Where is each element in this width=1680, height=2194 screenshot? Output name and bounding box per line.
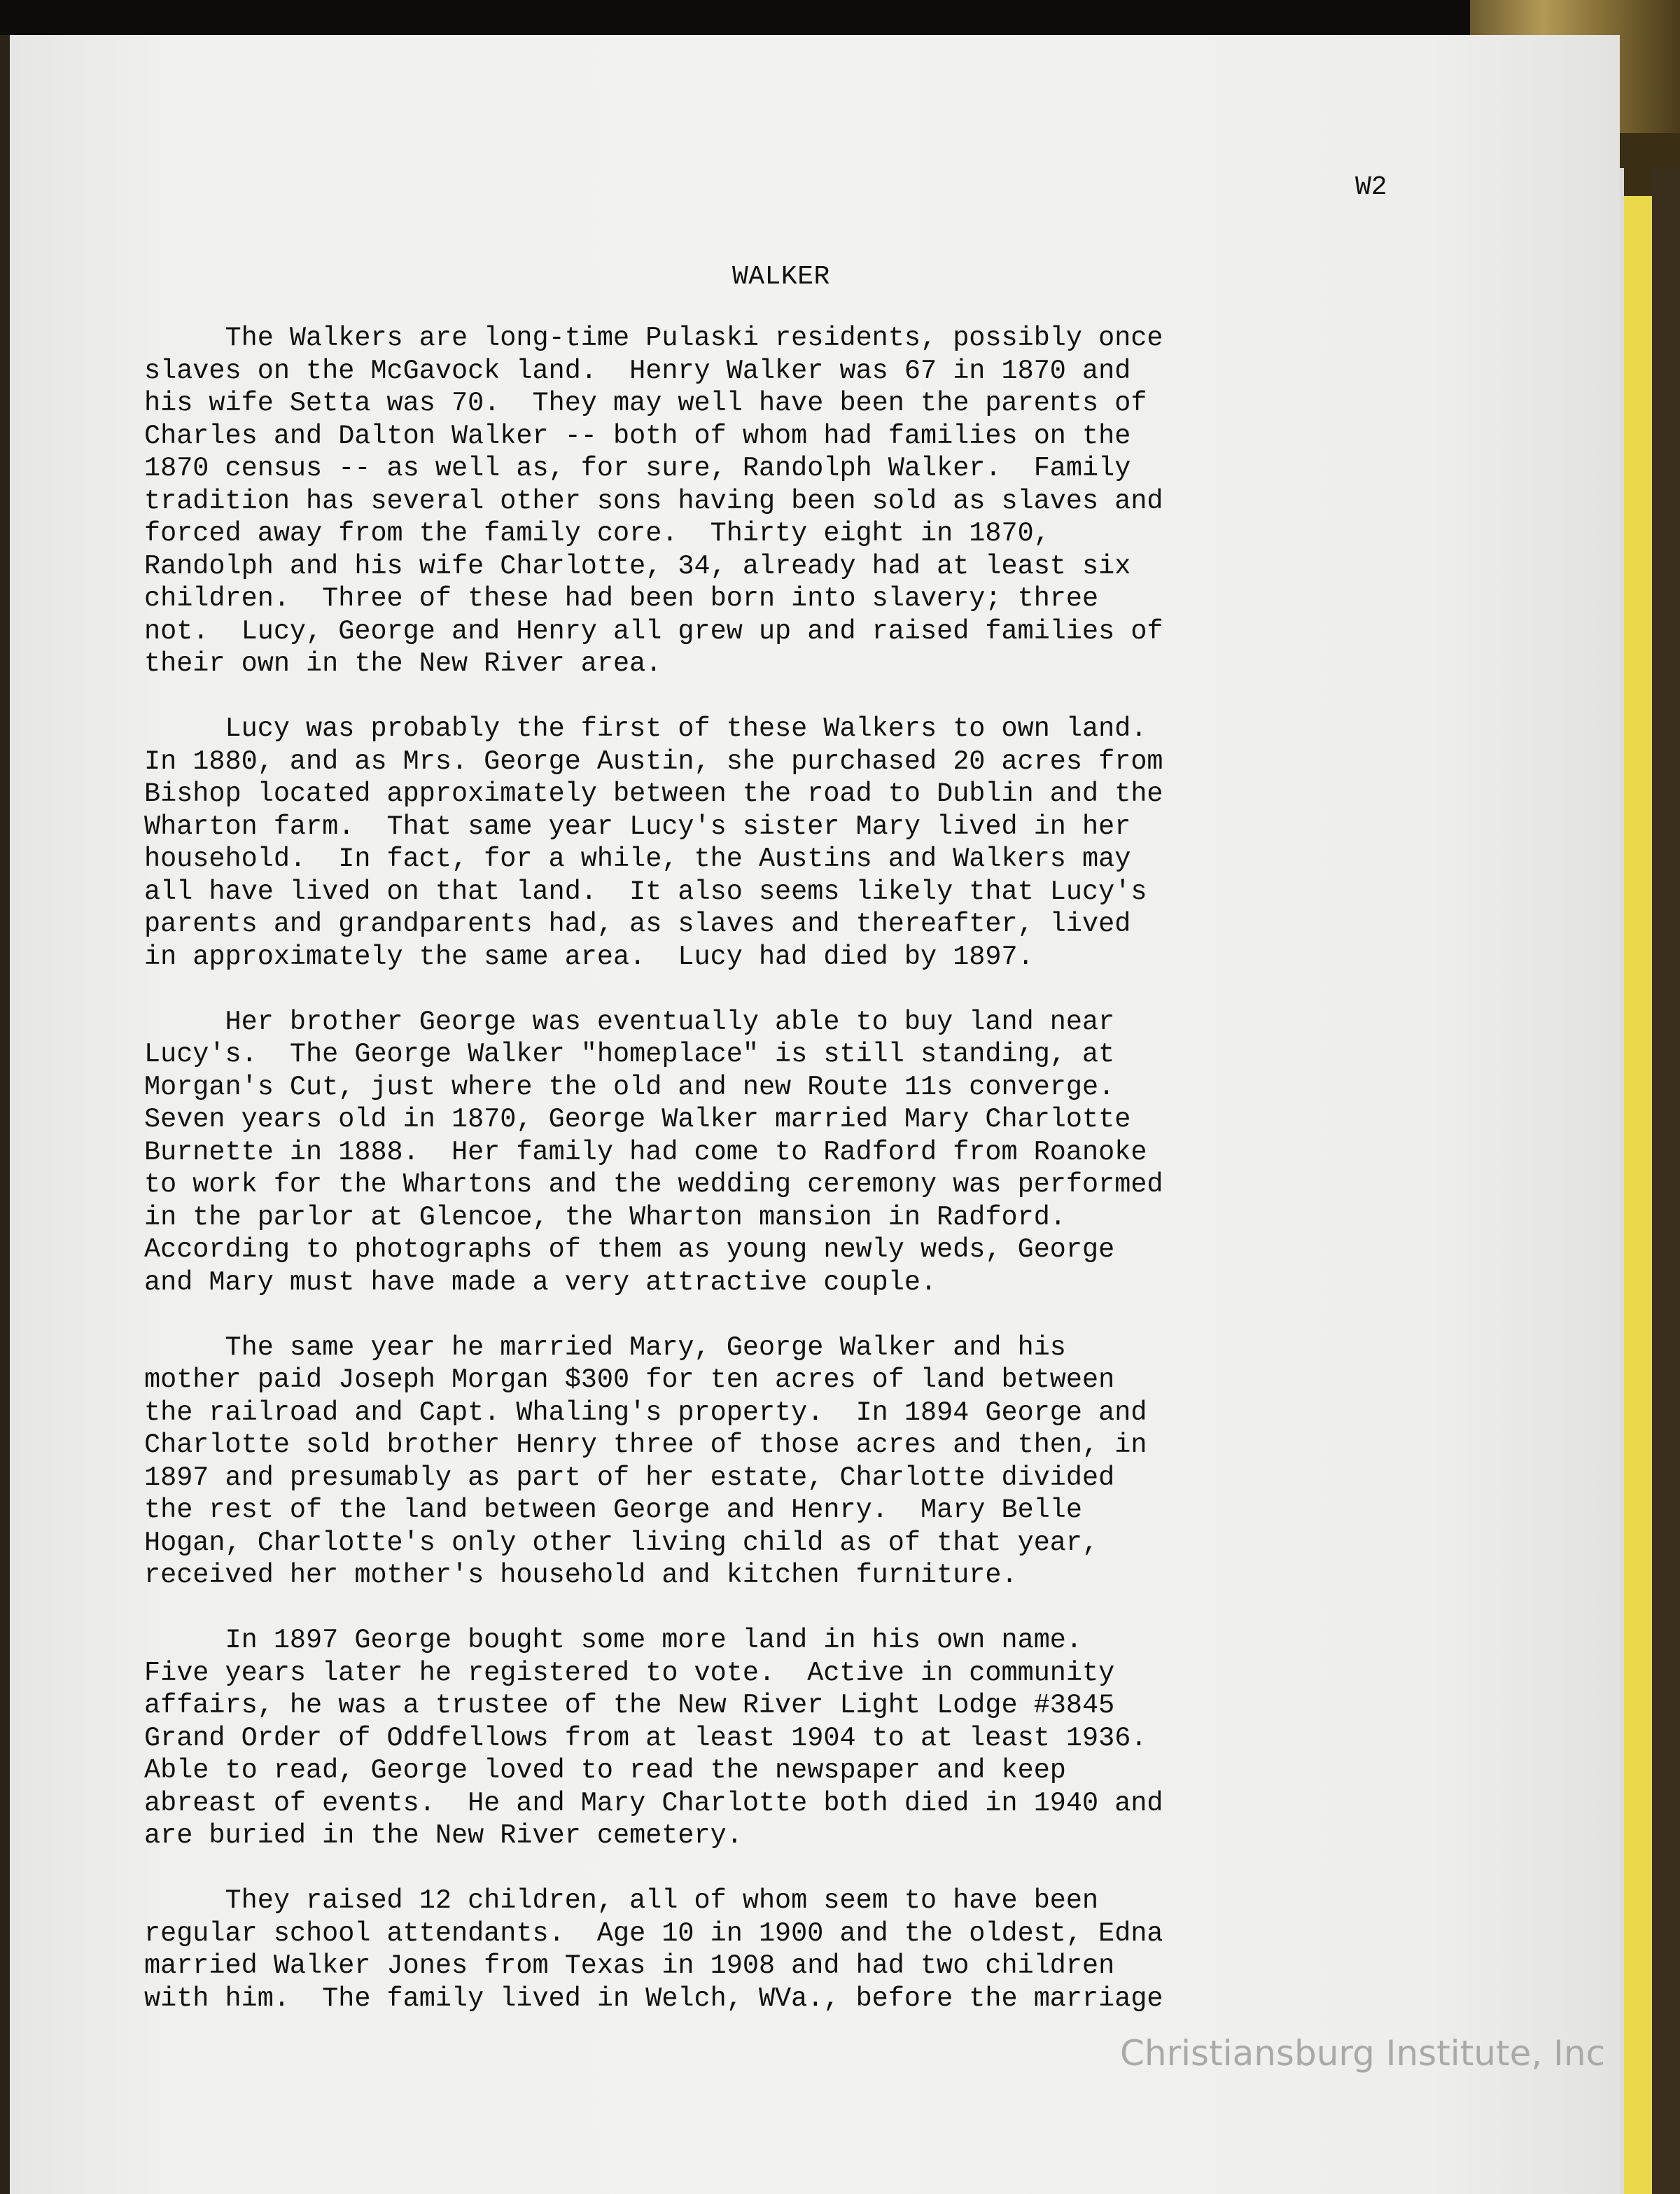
text-line: Able to read, George loved to read the newspaper and keep (144, 1755, 1066, 1786)
page-number: W2 (1355, 172, 1387, 202)
text-line: forced away from the family core. Thirty eight in 1870, (144, 518, 1050, 549)
text-line: Burnette in 1888. Her family had come to Radford from Roanoke (144, 1136, 1147, 1168)
text-line: received her mother's household and kitchen furniture. (144, 1560, 1018, 1591)
paragraph (144, 1624, 1544, 1852)
text-line: In 1897 George bought some more land in his own name. (144, 1625, 1083, 1656)
text-line: mother paid Joseph Morgan $300 for ten acres of land between (144, 1364, 1115, 1395)
text-line: regular school attendants. Age 10 in 1900 and the oldest, Edna (144, 1917, 1163, 1949)
document-body (144, 322, 1544, 2048)
text-line: parents and grandparents had, as slaves and thereafter, lived (144, 909, 1131, 939)
text-line: Hogan, Charlotte's only other living child as of that year, (144, 1527, 1099, 1558)
text-line: The Walkers are long-time Pulaski residents, possibly once (144, 323, 1163, 354)
text-line: married Walker Jones from Texas in 1908 and had two children (144, 1950, 1115, 1981)
background-right-edge (1652, 168, 1680, 2194)
paragraph (144, 713, 1544, 973)
text-line: Five years later he registered to vote. Active in community (144, 1657, 1115, 1689)
text-line: not. Lucy, George and Henry all grew up and raised families of (144, 615, 1163, 647)
background-top-edge (0, 0, 1680, 35)
text-line: Seven years old in 1870, George Walker married Mary Charlotte (144, 1104, 1131, 1135)
text-line: the rest of the land between George and Henry. Mary Belle (144, 1495, 1083, 1525)
text-line: The same year he married Mary, George Walker and his (144, 1332, 1066, 1363)
paragraph (144, 1006, 1544, 1299)
text-line: slaves on the McGavock land. Henry Walker was 67 in 1870 and (144, 355, 1131, 386)
text-line: household. In fact, for a while, the Austins and Walkers may (144, 844, 1131, 874)
text-line: his wife Setta was 70. They may well have been the parents of (144, 388, 1147, 419)
paragraph (144, 1332, 1544, 1592)
text-line: Morgan's Cut, just where the old and new Route 11s converge. (144, 1071, 1115, 1103)
text-line: the railroad and Capt. Whaling's property. In 1894 George and (144, 1397, 1147, 1428)
watermark-text: Christiansburg Institute, Inc (1120, 2033, 1606, 2074)
text-line: Charlotte sold brother Henry three of those acres and then, in (144, 1430, 1147, 1460)
text-line: According to photographs of them as young newly weds, George (144, 1234, 1115, 1265)
text-line: Her brother George was eventually able to buy land near (144, 1006, 1115, 1037)
text-line: children. Three of these had been born into slavery; three (144, 583, 1099, 614)
text-line: Wharton farm. That same year Lucy's sister Mary lived in her (144, 811, 1131, 842)
paragraph (144, 322, 1544, 680)
text-line: 1897 and presumably as part of her estate, Charlotte divided (144, 1462, 1115, 1493)
text-line: their own in the New River area. (144, 648, 662, 679)
text-line: in the parlor at Glencoe, the Wharton mansion in Radford. (144, 1201, 1066, 1233)
text-line: are buried in the New River cemetery. (144, 1820, 743, 1851)
text-line: in approximately the same area. Lucy had died by 1897. (144, 941, 1034, 972)
text-line: In 1880, and as Mrs. George Austin, she purchased 20 acres from (144, 746, 1163, 777)
text-line: Lucy's. The George Walker "homeplace" is still standing, at (144, 1039, 1115, 1070)
text-line: and Mary must have made a very attractive couple. (144, 1266, 937, 1298)
text-line: with him. The family lived in Welch, WVa., before the marriage (144, 1983, 1163, 2014)
text-line: Grand Order of Oddfellows from at least 1904 to at least 1936. (144, 1722, 1147, 1754)
text-line: 1870 census -- as well as, for sure, Randolph Walker. Family (144, 453, 1131, 484)
text-line: all have lived on that land. It also seems likely that Lucy's (144, 876, 1147, 907)
text-line: affairs, he was a trustee of the New River Light Lodge #3845 (144, 1690, 1115, 1721)
paragraph (144, 1885, 1544, 2015)
text-line: Charles and Dalton Walker -- both of whom had families on the (144, 420, 1131, 452)
text-line: to work for the Whartons and the wedding ceremony was performed (144, 1169, 1163, 1200)
text-line: tradition has several other sons having been sold as slaves and (144, 485, 1163, 517)
text-line: abreast of events. He and Mary Charlotte both died in 1940 and (144, 1787, 1163, 1819)
text-line: Lucy was probably the first of these Walkers to own land. (144, 713, 1147, 744)
text-line: Randolph and his wife Charlotte, 34, already had at least six (144, 550, 1131, 582)
page-title: WALKER (732, 262, 830, 292)
text-line: Bishop located approximately between the road to Dublin and the (144, 778, 1163, 809)
text-line: They raised 12 children, all of whom seem to have been (144, 1885, 1099, 1916)
